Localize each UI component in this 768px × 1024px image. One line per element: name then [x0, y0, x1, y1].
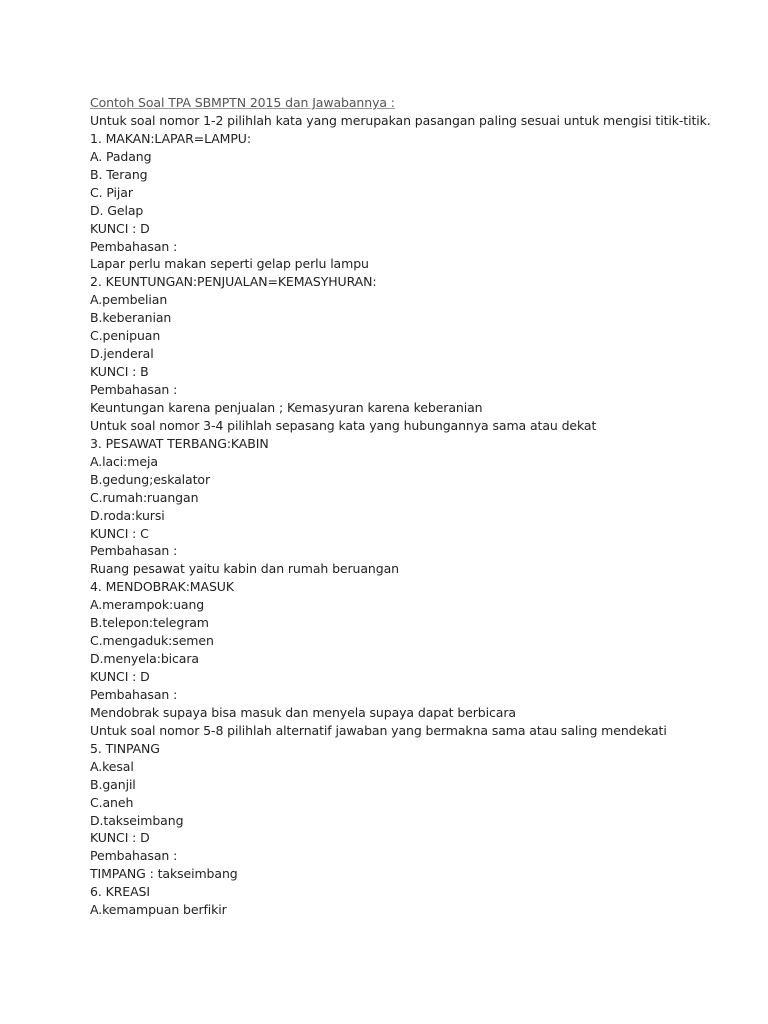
document-line: B.keberanian: [90, 310, 172, 326]
document-line: C.rumah:ruangan: [90, 489, 199, 505]
document-line: Keuntungan karena penjualan ; Kemasyuran karena keberanian: [90, 399, 483, 415]
document-line: B.ganjil: [90, 776, 136, 792]
document-line: D.jenderal: [90, 346, 154, 362]
document-line: KUNCI : B: [90, 364, 149, 380]
document-line: B. Terang: [90, 166, 148, 182]
document-line: C.aneh: [90, 794, 134, 810]
document-line: KUNCI : D: [90, 830, 150, 846]
document-body: [90, 94, 750, 919]
document-line: D. Gelap: [90, 202, 144, 218]
document-line: A. Padang: [90, 148, 152, 164]
document-line: A.kemampuan berfikir: [90, 902, 227, 918]
document-line: Pembahasan :: [90, 848, 178, 864]
document-line: KUNCI : C: [90, 525, 149, 541]
document-line: 4. MENDOBRAK:MASUK: [90, 579, 234, 595]
document-line: D.takseimbang: [90, 812, 184, 828]
document-line: B.telepon:telegram: [90, 615, 209, 631]
document-title: Contoh Soal TPA SBMPTN 2015 dan Jawabannya :: [90, 95, 395, 110]
document-line: Lapar perlu makan seperti gelap perlu lampu: [90, 256, 369, 272]
document-line: C.penipuan: [90, 328, 161, 344]
document-line: Pembahasan :: [90, 382, 178, 397]
document-line: 1. MAKAN:LAPAR=LAMPU:: [90, 130, 251, 146]
document-line: D.menyela:bicara: [90, 651, 199, 667]
document-line: KUNCI : D: [90, 220, 150, 236]
document-line: TIMPANG : takseimbang: [90, 866, 238, 882]
document-line: A.pembelian: [90, 292, 168, 308]
document-line: Untuk soal nomor 1-2 pilihlah kata yang merupakan pasangan paling sesuai untuk mengisi titik-titik.: [90, 112, 711, 128]
document-line: Untuk soal nomor 3-4 pilihlah sepasang kata yang hubungannya sama atau dekat: [90, 417, 597, 433]
document-lines: [90, 112, 750, 919]
document-line: Pembahasan :: [90, 238, 178, 254]
document-line: Ruang pesawat yaitu kabin dan rumah beruangan: [90, 561, 399, 577]
document-line: D.roda:kursi: [90, 507, 165, 523]
document-line: Untuk soal nomor 5-8 pilihlah alternatif jawaban yang bermakna sama atau saling mendekati: [90, 722, 667, 738]
document-line: Mendobrak supaya bisa masuk dan menyela supaya dapat berbicara: [90, 704, 516, 720]
document-line: A.kesal: [90, 758, 134, 774]
document-line: Pembahasan :: [90, 686, 178, 702]
document-line: 3. PESAWAT TERBANG:KABIN: [90, 435, 269, 451]
document-line: C.mengaduk:semen: [90, 633, 214, 649]
document-line: 2. KEUNTUNGAN:PENJUALAN=KEMASYHURAN:: [90, 274, 377, 290]
document-line: C. Pijar: [90, 184, 133, 200]
document-line: 6. KREASI: [90, 884, 150, 900]
document-line: A.merampok:uang: [90, 597, 205, 613]
document-line: B.gedung;eskalator: [90, 471, 211, 487]
document-line: Pembahasan :: [90, 543, 178, 559]
document-line: A.laci:meja: [90, 453, 158, 469]
document-line: KUNCI : D: [90, 669, 150, 684]
document-line: 5. TINPANG: [90, 740, 160, 756]
